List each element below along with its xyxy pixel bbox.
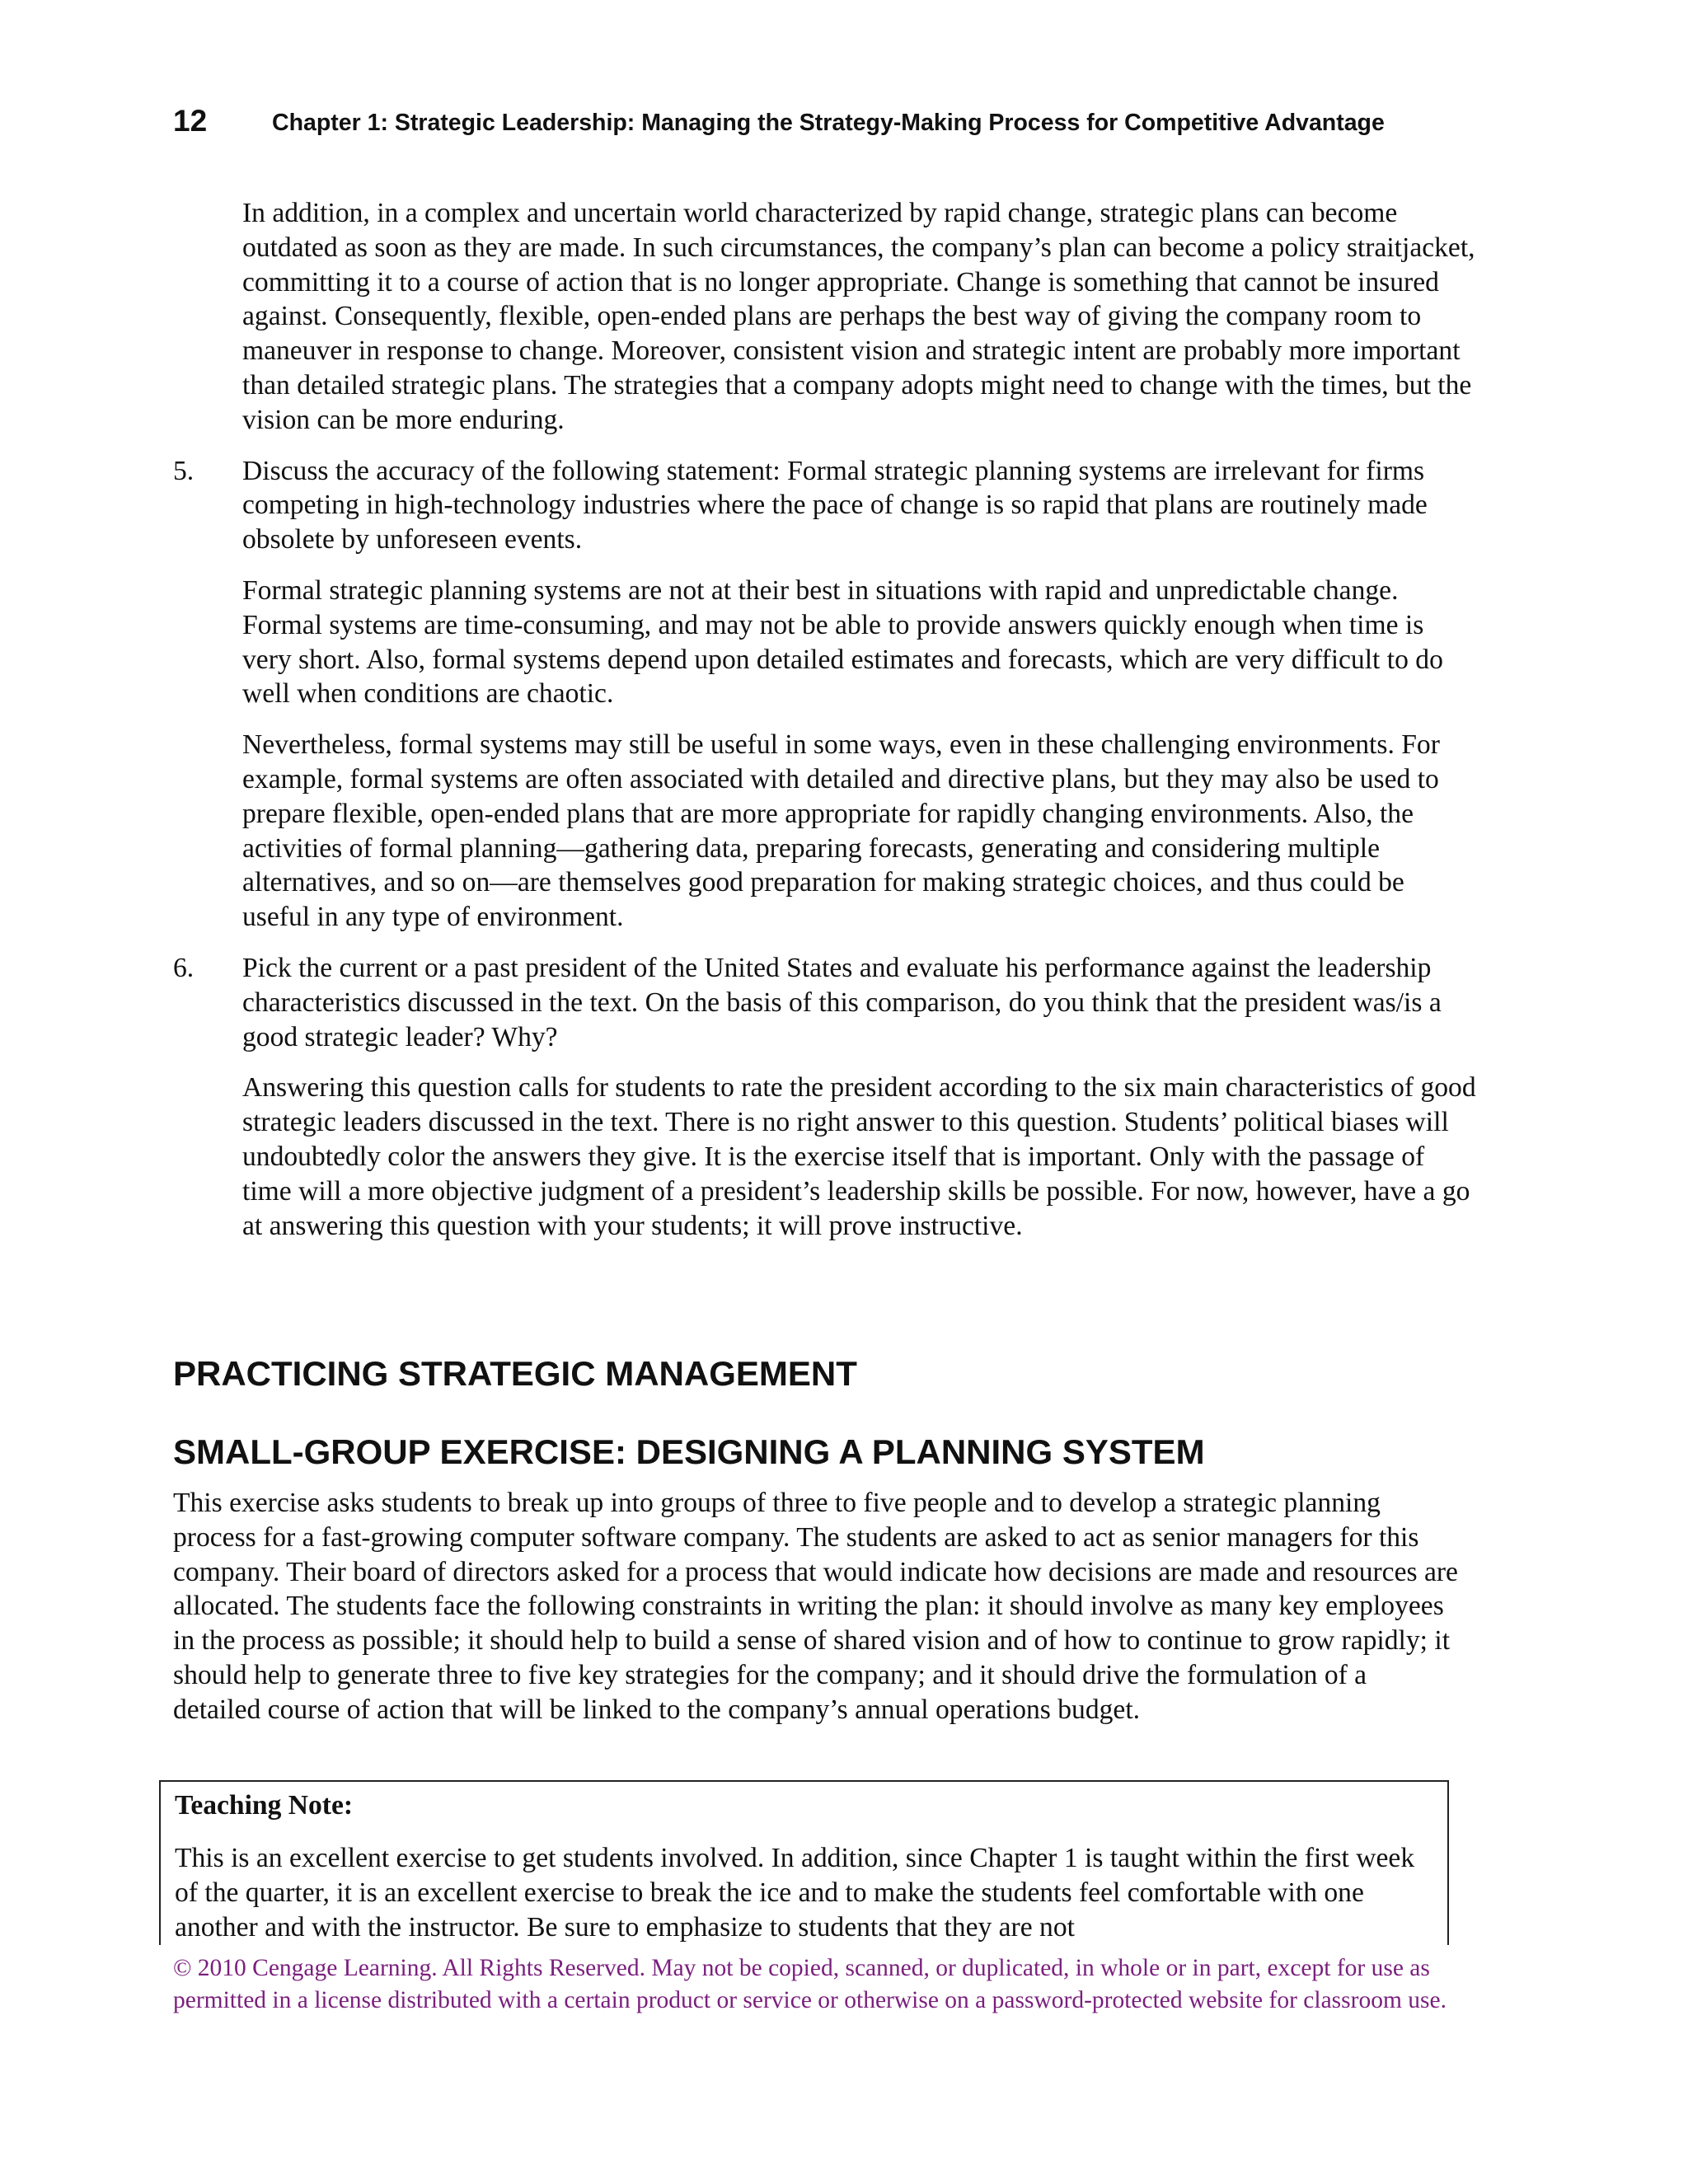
teaching-note-box bbox=[159, 1780, 1449, 1945]
section-heading: PRACTICING STRATEGIC MANAGEMENT bbox=[173, 1354, 857, 1393]
question-text: Discuss the accuracy of the following statement: Formal strategic planning systems are irrelevant for firms competing in high-technology industries where the pace of change is so rapid that plans are routinely made obsolete by unforeseen events. bbox=[242, 455, 1428, 555]
question-6 bbox=[173, 951, 1479, 1054]
teaching-note-title: Teaching Note: bbox=[175, 1790, 354, 1821]
intro-paragraph: In addition, in a complex and uncertain world characterized by rapid change, strategic plans can become outdated as soon as they are made. In such circumstances, the company’s plan can become a policy straitjacket, committing it to a course of action that is no longer appropriate. Change is something that cannot be insured against. Consequently, flexible, open-ended plans are perhaps the best way of giving the company room to maneuver in response to change. Moreover, consistent vision and strategic intent are probably more important than detailed strategic plans. The strategies that a company adopts might need to change with the times, but the vision can be more enduring. bbox=[242, 198, 1475, 435]
running-header bbox=[173, 101, 1459, 142]
question-number: 5. bbox=[173, 455, 195, 486]
main-text bbox=[173, 196, 1476, 1243]
copyright-notice: © 2010 Cengage Learning. All Rights Reserved. May not be copied, scanned, or duplicated, in whole or in part, except for use as permitted in a license distributed with a certain product or service or otherwise on a password-protected website for classroom use. bbox=[173, 1955, 1447, 2013]
question-number: 6. bbox=[173, 952, 195, 983]
question-5 bbox=[173, 454, 1479, 557]
question-text: Pick the current or a past president of the United States and evaluate his performance against the leadership characteristics discussed in the text. On the basis of this comparison, do you think that the president was/is a good strategic leader? Why? bbox=[242, 952, 1442, 1052]
answer-paragraph: Formal strategic planning systems are not at their best in situations with rapid and unpredictable change. Formal systems are time-consuming, and may not be able to provide answers quickly enough when time is very short. Also, formal systems depend upon detailed estimates and forecasts, which are very difficult to do well when conditions are chaotic. bbox=[242, 574, 1443, 710]
chapter-title: Chapter 1: Strategic Leadership: Managing the Strategy-Making Process for Competitive Advantage bbox=[272, 110, 1385, 136]
exercise-paragraph: This exercise asks students to break up into groups of three to five people and to develop a strategic planning process for a fast-growing computer software company. The students are asked to act as senior managers for this company. Their board of directors asked for a process that would indicate how decisions are made and resources are allocated. The students face the following constraints in writing the plan: it should involve as many key employees in the process as possible; it should help to build a sense of shared vision and of how to continue to grow rapidly; it should help to generate three to five key strategies for the company; and it should drive the formulation of a detailed course of action that will be linked to the company’s annual operations budget. bbox=[173, 1488, 1458, 1725]
subsection-heading: SMALL-GROUP EXERCISE: DESIGNING A PLANNING SYSTEM bbox=[173, 1432, 1205, 1471]
answer-paragraph: Answering this question calls for students to rate the president according to the six main characteristics of good strategic leaders discussed in the text. There is no right answer to this question. Students’ political biases will undoubtedly color the answers they give. It is the exercise itself that is important. Only with the passage of time will a more objective judgment of a president’s leadership skills be possible. For now, however, have a go at answering this question with your students; it will prove instructive. bbox=[242, 1072, 1476, 1241]
page-number: 12 bbox=[173, 104, 208, 138]
teaching-note-text: This is an excellent exercise to get students involved. In addition, since Chapter 1 is taught within the first week of the quarter, it is an excellent exercise to break the ice and to make the students feel comfortable with one another and with the instructor. Be sure to emphasize to students that they are not bbox=[175, 1843, 1415, 1943]
answer-paragraph: Nevertheless, formal systems may still be useful in some ways, even in these challenging environments. For example, formal systems are often associated with detailed and directive plans, but they may also be used to prepare flexible, open-ended plans that are more appropriate for rapidly changing environments. Also, the activities of formal planning—gathering data, preparing forecasts, generating and considering multiple alternatives, and so on—are themselves good preparation for making strategic choices, and thus could be useful in any type of environment. bbox=[242, 729, 1440, 933]
